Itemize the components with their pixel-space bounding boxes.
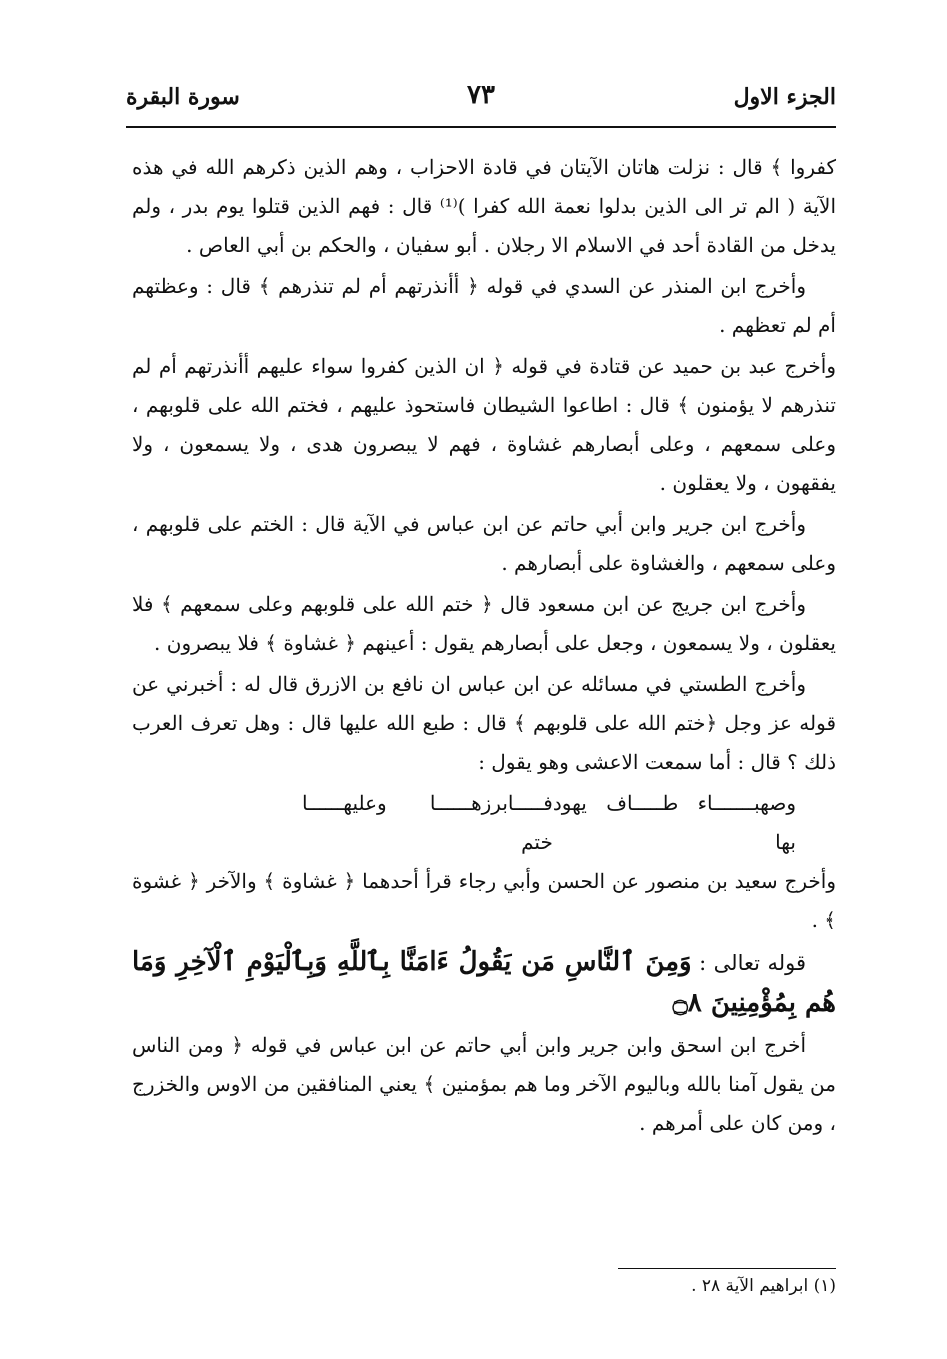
poem-second-half: فـــــابرزهــــــا وعليهــــــا ختم xyxy=(302,791,553,854)
main-text xyxy=(132,148,836,1145)
poem-first-half: وصهبـــــــاء طـــــاف يهود بها xyxy=(552,791,796,854)
paragraph: كفروا ﴾ قال : نزلت هاتان الآيتان في قادة الاحزاب ، وهم الذين ذكرهم الله في هذه الآية ( الم تر الى الذين بدلوا نعمة الله كفرا )⁽¹⁾ قال : فهم الذين قتلوا يوم بدر ، ولم يدخل من القادة أحد في الاسلام الا رجلان . أبو سفيان ، والحكم بن أبي العاص . xyxy=(132,155,837,257)
verse-text: وَمِنَ ٱلنَّاسِ مَن يَقُولُ ءَامَنَّا بِٱللَّهِ وَبِٱلْيَوْمِ ٱلْآخِرِ وَمَا هُم بِمُؤْمِنِينَ ۝٨ xyxy=(132,947,836,1018)
paragraph: وأخرج ابن جريج عن ابن مسعود قال ﴿ ختم الله على قلوبهم وعلى سمعهم ﴾ فلا يعقلون ، ولا يسمعون ، وجعل على أبصارهم يقول : أعينهم ﴿ غشاوة ﴾ فلا يبصرون . xyxy=(132,592,836,655)
page-number: ٧٣ xyxy=(467,80,495,110)
paragraph: وأخرج سعيد بن منصور عن الحسن وأبي رجاء قرأ أحدهما ﴿ غشاوة ﴾ والآخر ﴿ غشوة ﴾ . xyxy=(132,869,836,932)
paragraph: وأخرج ابن المنذر عن السدي في قوله ﴿ أأنذرتهم أم لم تنذرهم ﴾ قال : وعظتهم أم لم تعظهم . xyxy=(132,274,836,337)
volume-label: الجزء الاول xyxy=(733,84,836,110)
running-header xyxy=(126,78,836,120)
verse-intro: قوله تعالى : xyxy=(699,951,806,975)
paragraph: وأخرج الطستي في مسائله عن ابن عباس ان نافع بن الازرق قال له : أخبرني عن قوله عز وجل ﴿ختم الله على قلوبهم ﴾ قال : طبع الله عليها قال : وهل تعرف العرب ذلك ؟ قال : أما سمعت الاعشى وهو يقول : xyxy=(132,672,836,774)
paragraph: أخرج ابن اسحق وابن جرير وابن أبي حاتم عن ابن عباس في قوله ﴿ ومن الناس من يقول آمنا بالله وباليوم الآخر وما هم بمؤمنين ﴾ يعني المنافقين من الاوس والخزرج ، ومن كان على أمرهم . xyxy=(132,1033,836,1135)
footnote-rule xyxy=(618,1268,836,1269)
quran-verse xyxy=(132,942,836,1024)
poem-verse xyxy=(132,784,836,862)
header-rule xyxy=(126,126,836,128)
surah-title: سورة البقرة xyxy=(126,84,240,110)
paragraph: وأخرج عبد بن حميد عن قتادة في قوله ﴿ ان الذين كفروا سواء عليهم أأنذرتهم أم لم تنذرهم لا يؤمنون ﴾ قال : اطاعوا الشيطان فاستحوذ عليهم ، فختم الله على قلوبهم ، وعلى سمعهم ، وعلى أبصارهم غشاوة ، فهم لا يبصرون هدى ، ولا يسمعون ، ولا يفقهون ، ولا يعقلون . xyxy=(132,354,836,495)
paragraph: وأخرج ابن جرير وابن أبي حاتم عن ابن عباس في الآية قال : الختم على قلوبهم ، وعلى سمعهم ، والغشاوة على أبصارهم . xyxy=(132,512,836,575)
footnote: (١) ابراهيم الآية ٢٨ . xyxy=(691,1276,836,1296)
